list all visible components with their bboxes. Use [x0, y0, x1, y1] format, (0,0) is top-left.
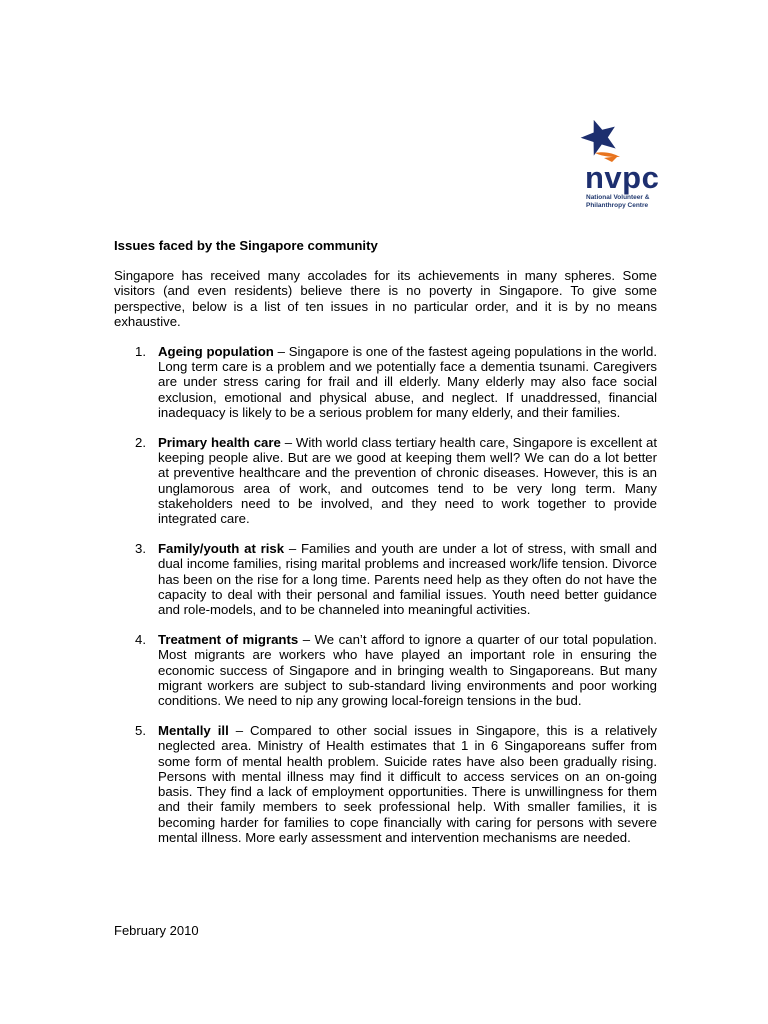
footer-date: February 2010: [114, 923, 199, 938]
issue-number: 1.: [135, 344, 146, 360]
issue-title: Primary health care: [158, 435, 281, 451]
issue-title: Treatment of migrants: [158, 632, 299, 648]
issue-body: – Singapore is one of the fastest ageing populations in the world. Long term care is a problem and we potentially face a dementia tsunami. Caregivers are under stress caring for frail and ill elderly. Many elderly may also face social exclusion, emotional and physical abuse, and neglect. If unaddressed, financial inadequacy is likely to be a serious problem for many elderly, and their families.: [158, 344, 657, 420]
logo-wordmark: [585, 162, 659, 193]
issues-list: [114, 344, 657, 845]
logo-wordmark-text: nvpc: [585, 160, 660, 195]
issue-title: Ageing population: [158, 344, 274, 360]
logo-subtitle: [586, 194, 649, 209]
document-body: [114, 238, 657, 860]
nvpc-logo: [568, 116, 668, 232]
issue-number: 5.: [135, 723, 146, 739]
document-heading: Issues faced by the Singapore community: [114, 238, 378, 253]
issue-number: 2.: [135, 435, 146, 451]
issue-body: – With world class tertiary health care, Singapore is excellent at keeping people alive. But are we good at keeping them well? We can do a lot better at preventive healthcare and the prevention of chronic diseases. However, this is an unglamorous area of work, and outcomes tend to be very long term. Many stakeholders need to be involved, and they need to work together to provide integrated care.: [158, 435, 657, 527]
intro-paragraph: Singapore has received many accolades for its achievements in many spheres. Some visitors (and even residents) believe there is no poverty in Singapore. To give some perspective, below is a list of ten issues in no particular order, and it is by no means exhaustive.: [114, 268, 657, 329]
issue-body: – Families and youth are under a lot of stress, with small and dual income families, rising marital problems and increased work/life tension. Divorce has been on the rise for a long time. Parents need help as they often do not have the capacity to deal with their personal and familial issues. Youth need better guidance and role-models, and to be channeled into meaningful activities.: [158, 541, 658, 618]
issue-title: Mentally ill: [158, 723, 229, 739]
issue-item: [114, 435, 657, 526]
issue-item: [114, 723, 657, 845]
issue-item: [114, 632, 657, 708]
logo-subtitle-line1: National Volunteer &: [586, 194, 650, 201]
issue-item: [114, 541, 657, 617]
issue-title: Family/youth at risk: [158, 541, 285, 557]
issue-number: 4.: [135, 632, 146, 648]
issue-body: – We can’t afford to ignore a quarter of our total population. Most migrants are workers who have played an important role in ensuring the economic success of Singapore and in bringing wealth to Singaporeans. But many migrant workers are subject to sub-standard living environments and poor working conditions. We need to nip any growing local-foreign tensions in the bud.: [158, 632, 657, 709]
logo-subtitle-line2: Philanthropy Centre: [586, 201, 649, 209]
issue-number: 3.: [135, 541, 146, 557]
issue-body: – Compared to other social issues in Singapore, this is a relatively neglected area. Ministry of Health estimates that 1 in 6 Singaporeans suffer from some form of mental health problem. Suicide rates have also been gradually rising. Persons with mental illness may find it difficult to access services on an on-going basis. They find a lack of employment opportunities. There is unwillingness for them and their family members to seek professional help. With smaller families, it is becoming harder for families to cope financially with caring for persons with severe mental illness. More early assessment and intervention mechanisms are needed.: [158, 723, 657, 845]
issue-item: [114, 344, 657, 420]
